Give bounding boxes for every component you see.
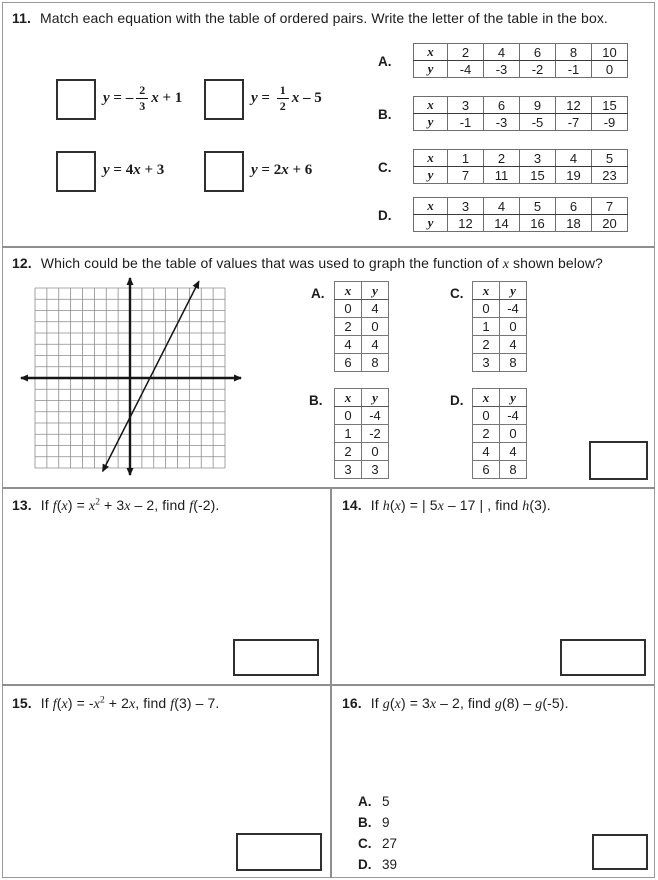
table-header-cell: y <box>362 282 389 300</box>
q11-table-b-label: B. <box>378 107 392 122</box>
table-header-cell: x <box>473 389 500 407</box>
table-cell: 4 <box>556 150 592 167</box>
table-cell: 11 <box>484 167 520 184</box>
q11-prompt-text: Match each equation with the table of ordered pairs. Write the letter of the table in the box. <box>40 10 608 26</box>
table-cell: -4 <box>500 300 527 318</box>
table-cell: 23 <box>592 167 628 184</box>
table-cell: 9 <box>520 97 556 114</box>
q11-answer-box-3[interactable] <box>56 151 96 192</box>
table-cell: 8 <box>362 354 389 372</box>
table-cell: x <box>414 198 448 215</box>
table-cell: 0 <box>592 61 628 78</box>
table-cell: 0 <box>335 300 362 318</box>
table-cell: 14 <box>484 215 520 232</box>
table-cell: 2 <box>484 150 520 167</box>
section-divider-q13-q15 <box>2 684 655 686</box>
table-cell: 5 <box>592 150 628 167</box>
table-cell: 0 <box>473 300 500 318</box>
table-cell: -3 <box>484 114 520 131</box>
q13-answer-box[interactable] <box>233 639 319 676</box>
q11-table-d <box>413 197 628 232</box>
table-cell: 0 <box>500 318 527 336</box>
q11-table-c <box>413 149 628 184</box>
q13-prompt-text: If $f(x) = x^2 + 3x - 2$, find f(-2). <box>40 497 220 514</box>
table-cell: 2 <box>473 336 500 354</box>
table-cell: 0 <box>362 318 389 336</box>
q12-table-a <box>334 281 389 372</box>
section-divider-q12-q13 <box>2 487 655 489</box>
q11-table-a <box>413 43 628 78</box>
q11-equation-2: y = $\frac{1}{2}$ x – 5 <box>251 82 322 113</box>
table-cell: -4 <box>448 61 484 78</box>
q14-prompt-text: If h(x) = | 5x – 17 | , find h(3). <box>370 497 551 514</box>
q16-choice-c-label: C. <box>358 836 372 851</box>
table-cell: -2 <box>362 425 389 443</box>
table-cell: -3 <box>484 61 520 78</box>
q16-choice-b-label: B. <box>358 815 372 830</box>
q11-answer-box-1[interactable] <box>56 79 96 120</box>
table-cell: 1 <box>473 318 500 336</box>
q15-prompt <box>12 695 312 713</box>
q16-choice-c <box>358 836 397 851</box>
q11-equation-4: y = 2 x + 6 <box>251 161 313 178</box>
q12-answer-box[interactable] <box>589 441 648 480</box>
table-cell: 3 <box>448 97 484 114</box>
table-cell: 0 <box>473 407 500 425</box>
table-cell: 1 <box>448 150 484 167</box>
table-cell: 3 <box>520 150 556 167</box>
table-cell: 6 <box>473 461 500 479</box>
q16-choice-a-value: 5 <box>382 794 390 809</box>
table-cell: 3 <box>473 354 500 372</box>
table-cell: 19 <box>556 167 592 184</box>
table-cell: 0 <box>335 407 362 425</box>
table-cell: y <box>414 61 448 78</box>
q12-number: 12. <box>12 255 32 271</box>
table-header-cell: x <box>335 282 362 300</box>
q12-table-d <box>472 388 527 479</box>
table-header-cell: y <box>362 389 389 407</box>
table-cell: 8 <box>556 44 592 61</box>
table-cell: x <box>414 44 448 61</box>
q16-prompt-text: If g(x) = 3x – 2, find g(8) – g(-5). <box>370 695 569 712</box>
q15-prompt-text: If $f(x) = -x^2 + 2x$, find f(3) – 7. <box>40 695 220 712</box>
table-cell: -7 <box>556 114 592 131</box>
q14-answer-box[interactable] <box>560 639 646 676</box>
q16-number: 16. <box>342 695 362 711</box>
table-cell: -4 <box>362 407 389 425</box>
q12-table-c <box>472 281 527 372</box>
q16-choice-a-label: A. <box>358 794 372 809</box>
q11-answer-box-2[interactable] <box>204 79 244 120</box>
q12-table-b <box>334 388 389 479</box>
q12-table-c-label: C. <box>450 286 464 301</box>
q12-prompt-text: Which could be the table of values that was used to graph the function of x shown below? <box>40 255 603 272</box>
table-cell: 3 <box>448 198 484 215</box>
table-cell: y <box>414 167 448 184</box>
table-cell: 7 <box>448 167 484 184</box>
q16-choice-c-value: 27 <box>382 836 398 851</box>
table-cell: 10 <box>592 44 628 61</box>
table-cell: 15 <box>520 167 556 184</box>
q14-number: 14. <box>342 497 362 513</box>
q16-choice-d <box>358 857 397 872</box>
q11-prompt <box>12 10 652 26</box>
table-cell: 18 <box>556 215 592 232</box>
table-cell: -5 <box>520 114 556 131</box>
table-cell: 4 <box>473 443 500 461</box>
q12-table-b-label: B. <box>309 393 323 408</box>
table-cell: 7 <box>592 198 628 215</box>
table-cell: 12 <box>448 215 484 232</box>
table-cell: -1 <box>556 61 592 78</box>
q16-answer-box[interactable] <box>592 834 648 870</box>
table-cell: x <box>414 97 448 114</box>
q14-prompt <box>342 497 642 515</box>
table-cell: y <box>414 215 448 232</box>
q11-table-d-label: D. <box>378 208 392 223</box>
table-cell: 4 <box>484 44 520 61</box>
q16-prompt <box>342 695 642 713</box>
table-cell: 8 <box>500 461 527 479</box>
table-cell: 15 <box>592 97 628 114</box>
section-divider-q11-q12 <box>2 246 655 248</box>
table-cell: 2 <box>473 425 500 443</box>
table-cell: 2 <box>335 443 362 461</box>
table-cell: 6 <box>556 198 592 215</box>
table-cell: 6 <box>335 354 362 372</box>
table-cell: x <box>414 150 448 167</box>
q11-table-b <box>413 96 628 131</box>
q12-table-a-label: A. <box>311 286 325 301</box>
table-cell: 4 <box>362 336 389 354</box>
q11-equation-1: y = – $\frac{2}{3}$ x + 1 <box>103 82 183 113</box>
table-cell: 6 <box>484 97 520 114</box>
table-cell: 4 <box>500 336 527 354</box>
table-cell: 4 <box>484 198 520 215</box>
table-cell: 3 <box>335 461 362 479</box>
table-header-cell: x <box>473 282 500 300</box>
table-cell: -2 <box>520 61 556 78</box>
table-header-cell: x <box>335 389 362 407</box>
column-divider <box>330 487 332 878</box>
table-cell: 2 <box>448 44 484 61</box>
table-cell: 5 <box>520 198 556 215</box>
q11-equation-3: y = 4 x + 3 <box>103 161 165 178</box>
q16-choice-a <box>358 794 390 809</box>
table-cell: 2 <box>335 318 362 336</box>
table-header-cell: y <box>500 389 527 407</box>
q16-choice-b <box>358 815 390 830</box>
table-header-cell: y <box>500 282 527 300</box>
table-cell: 4 <box>362 300 389 318</box>
table-cell: 16 <box>520 215 556 232</box>
table-cell: y <box>414 114 448 131</box>
q11-table-c-label: C. <box>378 160 392 175</box>
table-cell: 3 <box>362 461 389 479</box>
table-cell: -9 <box>592 114 628 131</box>
table-cell: 0 <box>500 425 527 443</box>
q11-table-a-label: A. <box>378 54 392 69</box>
table-cell: 12 <box>556 97 592 114</box>
table-cell: 1 <box>335 425 362 443</box>
q16-choice-b-value: 9 <box>382 815 390 830</box>
q11-number: 11. <box>12 10 31 26</box>
table-cell: 0 <box>362 443 389 461</box>
table-cell: -4 <box>500 407 527 425</box>
table-cell: 20 <box>592 215 628 232</box>
q15-number: 15. <box>12 695 32 711</box>
table-cell: -1 <box>448 114 484 131</box>
q11-answer-box-4[interactable] <box>204 151 244 192</box>
table-cell: 6 <box>520 44 556 61</box>
q12-table-d-label: D. <box>450 393 464 408</box>
function-graph <box>16 273 248 481</box>
q12-prompt <box>12 255 652 273</box>
q16-choice-d-value: 39 <box>382 857 398 872</box>
table-cell: 8 <box>500 354 527 372</box>
table-cell: 4 <box>500 443 527 461</box>
q15-answer-box[interactable] <box>236 833 322 871</box>
q13-prompt <box>12 497 312 515</box>
table-cell: 4 <box>335 336 362 354</box>
q13-number: 13. <box>12 497 32 513</box>
q16-choice-d-label: D. <box>358 857 372 872</box>
